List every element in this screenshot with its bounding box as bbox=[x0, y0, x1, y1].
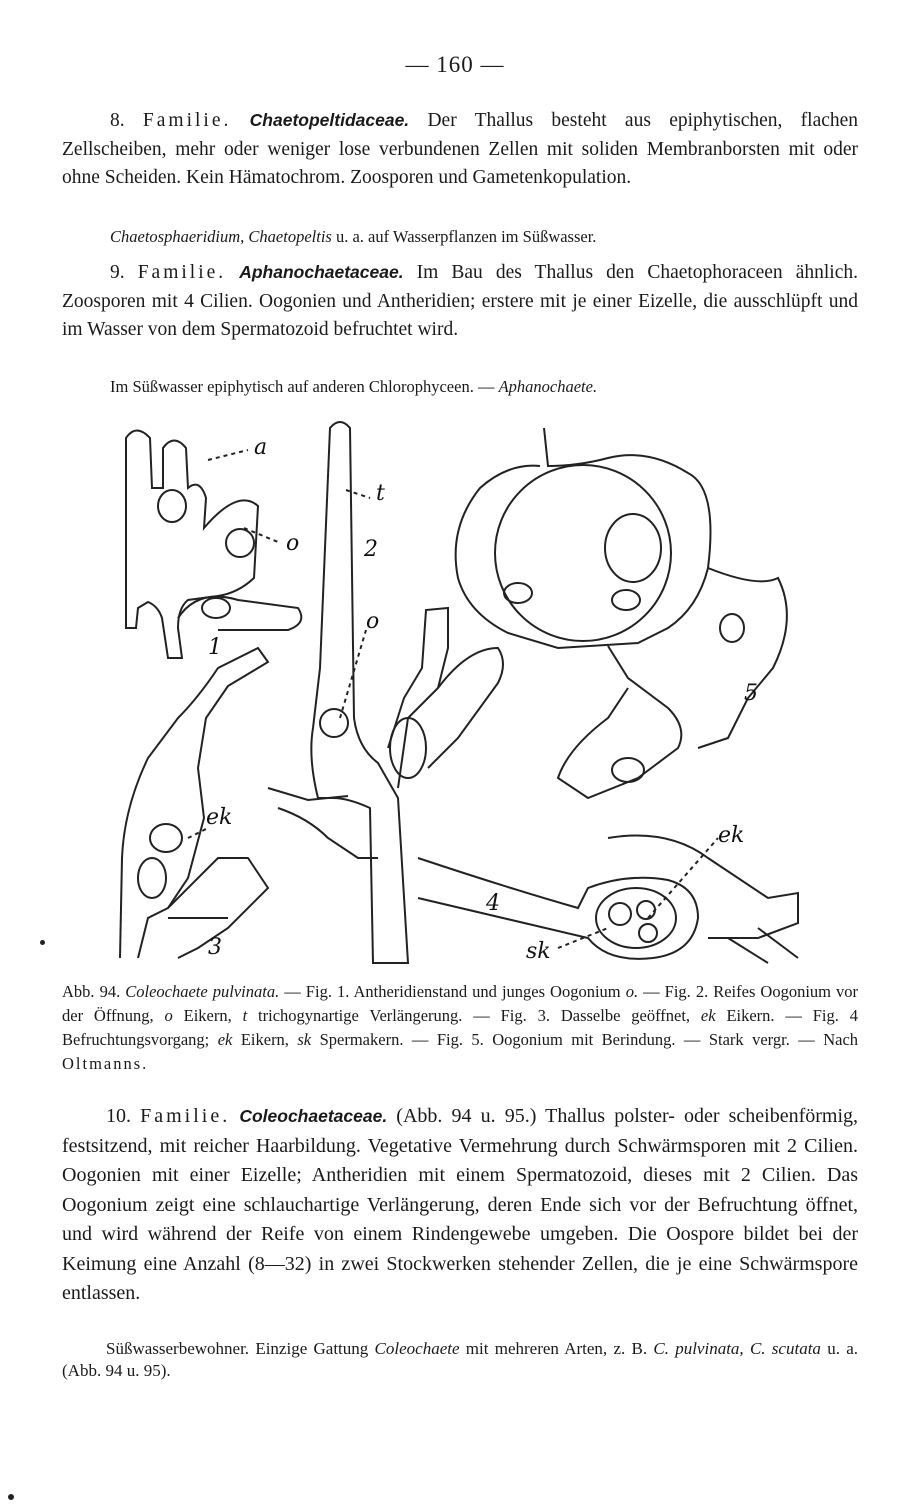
family-9-name: Aphanochaetaceae. bbox=[239, 262, 404, 282]
label-5: 5 bbox=[744, 681, 758, 706]
pointer-t bbox=[346, 490, 370, 498]
caption-species: Coleochaete pulvinata. bbox=[125, 982, 280, 1001]
caption-prefix: Abb. 94. bbox=[62, 982, 121, 1001]
caption-text-3: Eikern, bbox=[183, 1006, 232, 1025]
caption-ek: ek bbox=[700, 1006, 716, 1025]
figure-labels bbox=[206, 435, 758, 964]
family-10-note-text: Süßwasserbewohner. Einzige Gattung bbox=[106, 1339, 369, 1358]
pointer-ek1 bbox=[188, 828, 208, 838]
scan-speck-2 bbox=[8, 1494, 14, 1500]
figure-94-illustration bbox=[108, 418, 808, 968]
label-ek2: ek bbox=[718, 823, 745, 848]
label-a: a bbox=[254, 435, 268, 460]
family-10-number: 10. bbox=[106, 1105, 131, 1127]
family-10-note-end: u. a. (Abb. 94 u. 95). bbox=[62, 1339, 858, 1380]
family-10-name: Coleochaetaceae. bbox=[239, 1106, 388, 1126]
family-10-word: Familie. bbox=[140, 1105, 231, 1127]
species-pulvinata: C. pulvinata, bbox=[653, 1339, 744, 1358]
caption-text-5: Eikern. — Fig. 4 Befruchtungsvorgang; bbox=[62, 1006, 858, 1049]
scan-speck bbox=[40, 940, 45, 945]
page-number: — 160 — bbox=[405, 52, 505, 77]
label-4: 4 bbox=[486, 891, 500, 916]
label-1: 1 bbox=[208, 635, 222, 660]
genus-coleochaete: Coleochaete bbox=[374, 1339, 460, 1358]
family-8-text: Der Thallus besteht aus epiphytischen, flachen Zellscheiben, mehr oder weniger lose verbundenen Zellen mit soliden Membranborsten mit oder ohne Scheiden. Kein Hämatochrom. Zoosporen und Gametenkopulation. bbox=[62, 110, 859, 188]
fig1-drawing bbox=[126, 431, 301, 659]
caption-t: t bbox=[242, 1006, 248, 1025]
family-9-note-text: Im Süßwasser epiphytisch auf anderen Chlorophyceen. — bbox=[110, 377, 495, 396]
label-sk: sk bbox=[526, 939, 551, 964]
caption-ek2: ek bbox=[217, 1030, 233, 1049]
family-8-note bbox=[110, 226, 870, 248]
pointer-o1 bbox=[244, 528, 278, 542]
caption-o: o. bbox=[625, 982, 639, 1001]
genus-chaetopeltis: Chaetopeltis bbox=[248, 227, 332, 246]
caption-text-2: — Fig. 2. Reifes Oogonium vor der Öffnung, bbox=[62, 982, 859, 1025]
fig3-drawing bbox=[120, 648, 268, 958]
label-t: t bbox=[376, 481, 385, 506]
family-10-note bbox=[62, 1338, 858, 1382]
label-ek1: ek bbox=[206, 805, 233, 830]
family-10-note-mid: mit mehreren Arten, z. B. bbox=[465, 1339, 648, 1358]
label-2: 2 bbox=[364, 537, 378, 562]
caption-author: Oltmanns. bbox=[62, 1054, 149, 1073]
species-scutata: C. scutata bbox=[749, 1339, 821, 1358]
fig5-drawing bbox=[456, 428, 787, 798]
caption-text-1: — Fig. 1. Antheridienstand und junges Oogonium bbox=[284, 982, 621, 1001]
family-8-word: Familie. bbox=[142, 110, 232, 131]
caption-text-7: Spermakern. — Fig. 5. Oogonium mit Berindung. — Stark vergr. — Nach bbox=[319, 1030, 859, 1049]
family-9-paragraph bbox=[62, 258, 858, 345]
family-9-number: 9. bbox=[110, 262, 125, 283]
separator: , bbox=[240, 227, 245, 246]
label-o2: o bbox=[366, 609, 380, 634]
family-9-word: Familie. bbox=[137, 262, 227, 283]
caption-o2: o bbox=[164, 1006, 173, 1025]
family-10-paragraph bbox=[62, 1102, 858, 1309]
label-3: 3 bbox=[208, 935, 222, 960]
genus-aphanochaete: Aphanochaete. bbox=[498, 377, 598, 396]
family-8-name: Chaetopeltidaceae. bbox=[249, 110, 410, 130]
genus-chaetosphaeridium: Chaetosphaeridium bbox=[110, 227, 241, 246]
family-9-text: Im Bau des Thallus den Chaetophoraceen ähnlich. Zoosporen mit 4 Cilien. Oogonien und Antheridien; erstere mit je einer Eizelle, die ausschlüpft und im Wasser von dem Spermatozoid befruchtet wird. bbox=[62, 262, 858, 340]
family-8-number: 8. bbox=[110, 110, 125, 131]
family-9-note bbox=[110, 376, 870, 398]
caption-text-6: Eikern, bbox=[240, 1030, 289, 1049]
family-8-note-text: u. a. auf Wasserpflanzen im Süßwasser. bbox=[335, 227, 597, 246]
fig4-drawing bbox=[418, 836, 798, 964]
family-10-text: (Abb. 94 u. 95.) Thallus polster- oder scheibenförmig, festsitzend, mit reicher Haarbildung. Vegetative Vermehrung durch Schwärmsporen mit 2 Cilien. Oogonien mit einer Eizelle; Antheridien mit einem Spermatozoid, dieses mit 2 Cilien. Das Oogonium zeigt eine schlauchartige Verlängerung, deren Ende sich vor der Befruchtung öffnet, und wird während der Reife von einem Rindengewebe umgeben. Die Oospore bildet bei der Keimung eine Anzahl (8—32) in zwei Stockwerken stehender Zellen, die je eine Schwärmspore entlassen. bbox=[62, 1105, 859, 1304]
label-o1: o bbox=[286, 531, 300, 556]
caption-text-4: trichogynartige Verlängerung. — Fig. 3. Dasselbe geöffnet, bbox=[258, 1006, 691, 1025]
pointer-a bbox=[208, 450, 248, 460]
figure-caption bbox=[62, 980, 858, 1076]
caption-sk: sk bbox=[297, 1030, 312, 1049]
fig2-drawing bbox=[268, 422, 503, 963]
family-8-paragraph bbox=[62, 106, 858, 193]
